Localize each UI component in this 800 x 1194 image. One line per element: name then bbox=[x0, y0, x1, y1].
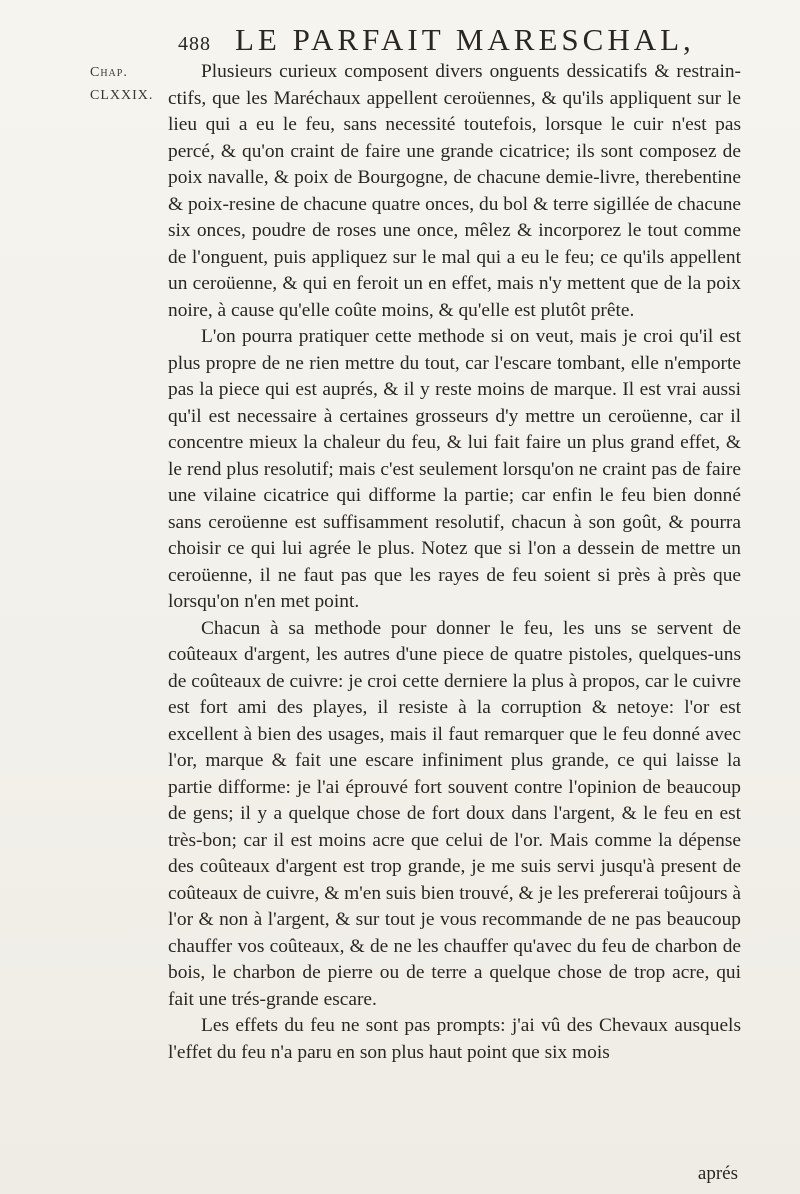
chapter-label: Chap. bbox=[90, 65, 128, 80]
body-text bbox=[168, 59, 741, 1066]
chapter-margin-note bbox=[90, 61, 153, 107]
paragraph-couteaux: Chacun à sa methode pour donner le feu, les uns se servent de coûteaux d'argent, les autres d'une piece de quatre pistoles, quelques-uns de coûteaux de cuivre: je croi cette derniere la plus à propos, car le cuivre est fort ami des playes, il resiste à la corruption & netoye: l'or est excellent à bien des usages, mais il faut remarquer que le feu donné avec l'or, marque & fait une escare infiniment plus grande, ce qui laisse la partie difforme: je l'ai éprouvé fort souvent contre l'opinion de beaucoup de gens; il y a quelque chose de fort doux dans l'argent, & le feu en est très-bon; car il est moins acre que celui de l'or. Mais comme la dépense des coûteaux d'argent est trop grande, je me suis servi jusqu'à present de coûteaux de cuivre, & m'en suis bien trouvé, & je les prefererai toûjours à l'or & non à l'argent, & sur tout je vous recommande de ne pas beaucoup chauffer vos coûteaux, & de ne les chauffer qu'avec du feu de charbon de bois, le charbon de pierre ou de terre a quelque chose de trop acre, qui fait une trés-grande escare. bbox=[168, 617, 741, 1010]
page-number: 488 bbox=[178, 33, 211, 55]
paragraph-onguents: Plusieurs curieux composent divers onguents dessicatifs & restrain-ctifs, que les Maréchaux appellent ceroüennes, & qu'ils appliquent sur le lieu qui a eu le feu, sans necessité toutefois, lorsque le cuir n'est pas percé, & qu'on craint de faire une grande cicatrice; ils sont composez de poix navalle, & poix de Bourgogne, de chacune demie-livre, therebentine & poix-resine de chacune quatre onces, du bol & terre sigillée de chacune six onces, poudre de roses une once, mêlez & incorporez le tout comme de l'onguent, puis appliquez sur le mal qui a eu le feu; ce qu'ils appellent un ceroüenne, & qui en feroit un en effet, mais n'y mettent que de la poix noire, à cause qu'elle coûte moins, & qu'elle est plutôt prête. bbox=[168, 61, 741, 321]
paragraph-effets: Les effets du feu ne sont pas prompts: j'ai vû des Chevaux ausquels l'effet du feu n'a paru en son plus haut point que six mois bbox=[168, 1015, 741, 1063]
chapter-number: CLXXIX. bbox=[90, 88, 154, 103]
catchword: aprés bbox=[697, 1163, 738, 1184]
paragraph-methode: L'on pourra pratiquer cette methode si on veut, mais je croi qu'il est plus propre de ne rien mettre du tout, car l'escare tombant, elle n'emporte pas la piece qui est auprés, & il y reste moins de marque. Il est vrai aussi qu'il est necessaire à certaines grosseurs d'y mettre un ceroüenne, car il concentre mieux la chaleur du feu, & lui fait faire un plus grand effet, & le rend plus resolutif; mais c'est seulement lorsqu'on ne craint pas de faire une vilaine cicatrice qui difforme la partie; car enfin le feu bien donné sans ceroüenne est suffisamment resolutif, chacun à son goût, & pourra choisir ce qui lui agrée le plus. Notez que si l'on a dessein de mettre un ceroüenne, il ne faut pas que les rayes de feu soient si près à près que lorsqu'on n'en met point. bbox=[168, 326, 741, 612]
running-head bbox=[178, 22, 738, 58]
book-title: LE PARFAIT MARESCHAL, bbox=[235, 22, 695, 57]
